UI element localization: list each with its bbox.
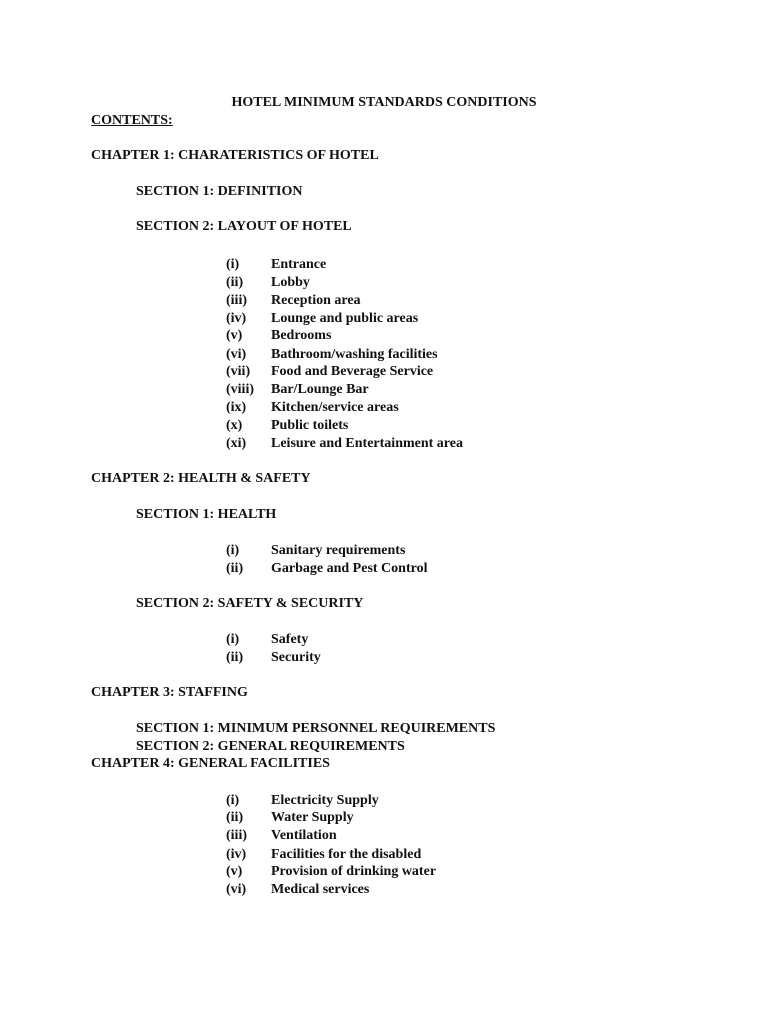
list-item	[226, 846, 421, 863]
item-number: (i)	[226, 793, 240, 808]
item-number: (ix)	[226, 400, 247, 415]
list-item	[226, 809, 354, 826]
chapter-heading: CHAPTER 2: HEALTH & SAFETY	[91, 471, 311, 486]
item-number: (vi)	[226, 882, 247, 897]
item-text: Sanitary requirements	[271, 543, 406, 558]
item-number: (ii)	[226, 810, 244, 825]
list-item	[226, 256, 326, 273]
list-item	[226, 542, 405, 559]
item-number: (ii)	[226, 561, 244, 576]
item-number: (x)	[226, 418, 243, 433]
item-text: Electricity Supply	[271, 793, 379, 808]
item-number: (iii)	[226, 828, 247, 843]
item-text: Security	[271, 650, 321, 665]
item-text: Bathroom/washing facilities	[271, 347, 438, 362]
list-item	[226, 631, 308, 648]
section-heading: SECTION 2: GENERAL REQUIREMENTS	[136, 739, 405, 754]
document-title: HOTEL MINIMUM STANDARDS CONDITIONS	[231, 95, 537, 110]
list-item	[226, 346, 438, 363]
item-number: (v)	[226, 328, 243, 343]
item-text: Public toilets	[271, 418, 349, 433]
list-item	[226, 435, 463, 452]
item-text: Bedrooms	[271, 328, 332, 343]
item-number: (v)	[226, 864, 243, 879]
list-item	[226, 881, 369, 898]
contents-label: CONTENTS:	[91, 113, 173, 128]
section-heading: SECTION 2: SAFETY & SECURITY	[136, 596, 364, 611]
list-item	[226, 381, 369, 398]
item-text: Provision of drinking water	[271, 864, 437, 879]
list-item	[226, 274, 310, 291]
section-heading: SECTION 1: DEFINITION	[136, 184, 303, 199]
item-number: (iv)	[226, 311, 247, 326]
item-number: (vii)	[226, 364, 251, 379]
list-item	[226, 792, 379, 809]
list-item	[226, 363, 433, 380]
item-number: (i)	[226, 257, 240, 272]
list-item	[226, 417, 348, 434]
item-text: Facilities for the disabled	[271, 847, 422, 862]
list-item	[226, 399, 399, 416]
item-text: Kitchen/service areas	[271, 400, 399, 415]
list-item	[226, 310, 418, 327]
list-item	[226, 292, 361, 309]
item-number: (ii)	[226, 275, 244, 290]
list-item	[226, 827, 337, 844]
section-heading: SECTION 1: MINIMUM PERSONNEL REQUIREMENTS	[136, 721, 496, 736]
item-number: (iii)	[226, 293, 247, 308]
section-heading: SECTION 1: HEALTH	[136, 507, 277, 522]
list-item	[226, 863, 436, 880]
item-text: Safety	[271, 632, 309, 647]
item-text: Leisure and Entertainment area	[271, 436, 463, 451]
item-number: (ii)	[226, 650, 244, 665]
item-text: Lounge and public areas	[271, 311, 419, 326]
item-number: (viii)	[226, 382, 254, 397]
item-number: (i)	[226, 632, 240, 647]
item-number: (xi)	[226, 436, 247, 451]
section-heading: SECTION 2: LAYOUT OF HOTEL	[136, 219, 352, 234]
item-number: (i)	[226, 543, 240, 558]
list-item	[226, 327, 331, 344]
item-text: Entrance	[271, 257, 327, 272]
item-text: Medical services	[271, 882, 370, 897]
list-item	[226, 649, 321, 666]
list-item	[226, 560, 427, 577]
item-number: (iv)	[226, 847, 247, 862]
item-number: (vi)	[226, 347, 247, 362]
item-text: Food and Beverage Service	[271, 364, 434, 379]
item-text: Lobby	[271, 275, 310, 290]
chapter-heading: CHAPTER 1: CHARATERISTICS OF HOTEL	[91, 148, 379, 163]
item-text: Reception area	[271, 293, 361, 308]
item-text: Bar/Lounge Bar	[271, 382, 369, 397]
item-text: Ventilation	[271, 828, 337, 843]
item-text: Garbage and Pest Control	[271, 561, 428, 576]
item-text: Water Supply	[271, 810, 354, 825]
chapter-heading: CHAPTER 3: STAFFING	[91, 685, 248, 700]
chapter-heading: CHAPTER 4: GENERAL FACILITIES	[91, 756, 330, 771]
